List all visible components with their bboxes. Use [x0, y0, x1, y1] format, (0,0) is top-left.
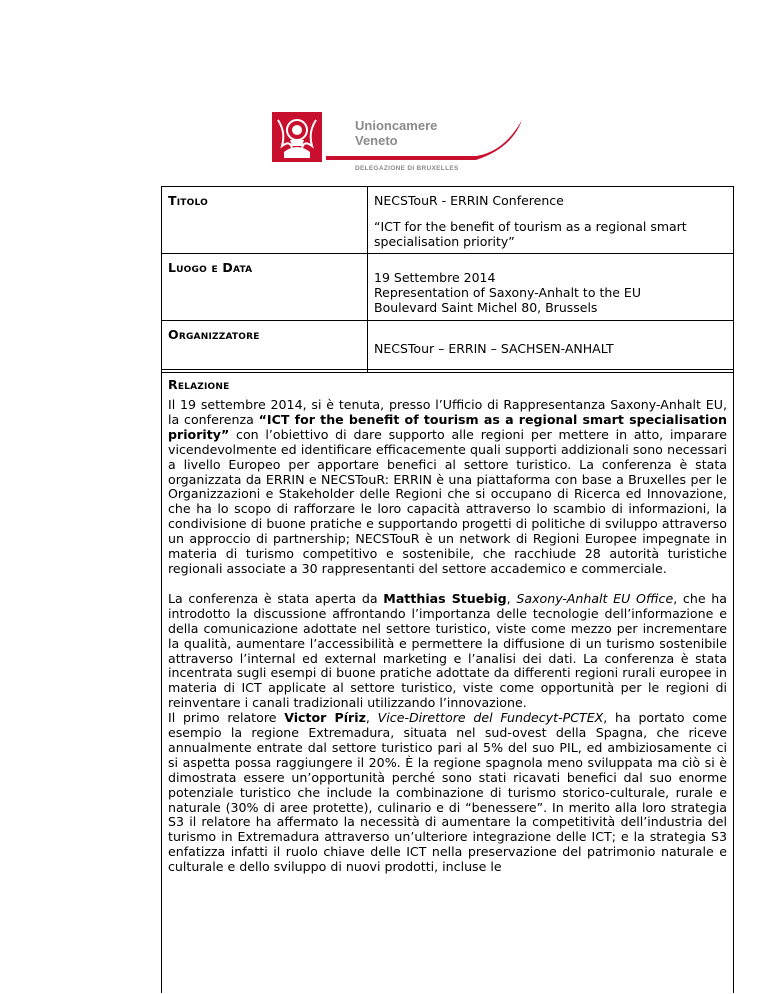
conference-title: “ICT for the benefit of tourism as a regional smart specialisation priority” [168, 411, 727, 442]
luogo-address: Boulevard Saint Michel 80, Brussels [374, 300, 598, 315]
table-row-organizzatore [162, 321, 734, 373]
p2-sep: , [506, 590, 517, 606]
table-row-luogo [162, 254, 734, 321]
luogo-label-cell [162, 254, 368, 321]
luogo-label: Luogo e Data [168, 260, 253, 275]
report-section [161, 369, 734, 993]
p3-text-b: , ha portato come esempio la regione Extremadura, situata nel sud-ovest della Spagna, che riceve annualmente entrate dal settore turistico pari al 5% del suo PIL, ed ambiziosamente ci si aspetta possa raggiungere il 20%. È la regione spagnola meno sviluppata ma ciò si è dimostrata essere un’opportunità perché sono stati ricavati benefici dal suo enorme potenziale turistico che include la combinazione di turismo storico-culturale, rurale e naturale (30% di aree protette), culinario e di “benessere”. In merito alla loro strategia S3 il relatore ha affermato la necessità di aumentare la competitività dell’industria del turismo in Extremadura attraverso un’ulteriore integrazione delle ICT; e la strategia S3 enfatizza infatti il ruolo chiave delle ICT nella preservazione del patrimonio naturale e culturale e dello sviluppo di nuovi prodotti, incluse le [168, 710, 727, 875]
p3-text-a: Il primo relatore [168, 710, 285, 726]
speaker-role-2: Vice-Direttore del Fundecyt-PCTEX [377, 710, 604, 726]
p1-text-b: con l’obiettivo di dare supporto alle regioni per mettere in atto, imparare vicendevolmente ed identificare efficacemente quali supporti addizionali sono necessari a livello Europeo per apportare benefici al settore turistico. La conferenza è stata organizzata da ERRIN e NECSTouR: ERRIN è una piattaforma con base a Bruxelles per le Organizzazioni e Stakeholder delle Regioni che si occupano di Ricerca ed Innovazione, che ha lo scopo di rafforzare le loro capacità attraverso lo scambio di informazioni, la condivisione di buone pratiche e supportando progetti di politiche di sviluppo attraverso un approccio di partnership; NECSTouR è un network di Regioni Europee impegnate in materia di turismo competitivo e sostenibile, che racchiude 28 autorità turistiche regionali associate a 30 rappresentanti del settore accademico e commerciale. [168, 426, 727, 576]
p2-text-a: La conferenza è stata aperta da [168, 590, 384, 606]
delegation-label: DELEGAZIONE DI BRUXELLES [355, 165, 459, 172]
luogo-value-cell [368, 254, 734, 321]
luogo-date: 19 Settembre 2014 [374, 270, 496, 285]
p3-sep: , [365, 710, 378, 726]
organizzatore-label-cell [162, 321, 368, 373]
speaker-role-1: Saxony-Anhalt EU Office [516, 590, 674, 606]
speaker-name-1: Matthias Stuebig [383, 590, 507, 606]
organization-name: Unioncamere Veneto [355, 118, 438, 148]
unioncamere-logo [272, 112, 524, 172]
luogo-venue: Representation of Saxony-Anhalt to the EU [374, 285, 641, 300]
p1-text-a: Il 19 settembre 2014, si è tenuta, presso l’Ufficio di Rappresentanza Saxony-Anhalt EU, la conferenza [168, 397, 727, 427]
titolo-value-1: NECSTouR - ERRIN Conference [374, 193, 564, 208]
report-paragraph-1 [168, 398, 727, 577]
organizzatore-value-cell [368, 321, 734, 373]
organizzatore-label: Organizzatore [168, 327, 260, 342]
report-label-row [168, 374, 727, 393]
table-row-titolo [162, 187, 734, 254]
info-table [161, 186, 734, 373]
lion-of-saint-mark-icon [272, 112, 322, 162]
speaker-name-2: Victor Píriz [284, 710, 366, 726]
report-paragraph-3 [168, 711, 727, 875]
p2-text-b: , che ha introdotto la discussione affrontando l’importanza delle tecnologie dell’informazione e della comunicazione adottate nel settore turistico, viste come mezzo per incrementare la qualità, aumentare l’accessibilità e permettere la diffusione di un turismo sostenibile attraverso l’internal ed external marketing e l’analisi dei dati. La conferenza è stata incentrata sugli esempi di buone pratiche adottate da differenti regioni rurali europee in materia di ICT applicate al settore turistico, viste come opportunità per le regioni di reinventare i canali tradizionali utilizzando l’innovazione. [168, 590, 727, 711]
titolo-value-cell [368, 187, 734, 254]
organizzatore-value: NECSTour – ERRIN – SACHSEN-ANHALT [374, 341, 614, 356]
titolo-label: Titolo [168, 193, 208, 208]
report-paragraph-2 [168, 592, 727, 711]
report-label: Relazione [168, 377, 230, 392]
titolo-value-2: “ICT for the benefit of tourism as a regional smart specialisation priority” [374, 219, 687, 249]
titolo-label-cell [162, 187, 368, 254]
